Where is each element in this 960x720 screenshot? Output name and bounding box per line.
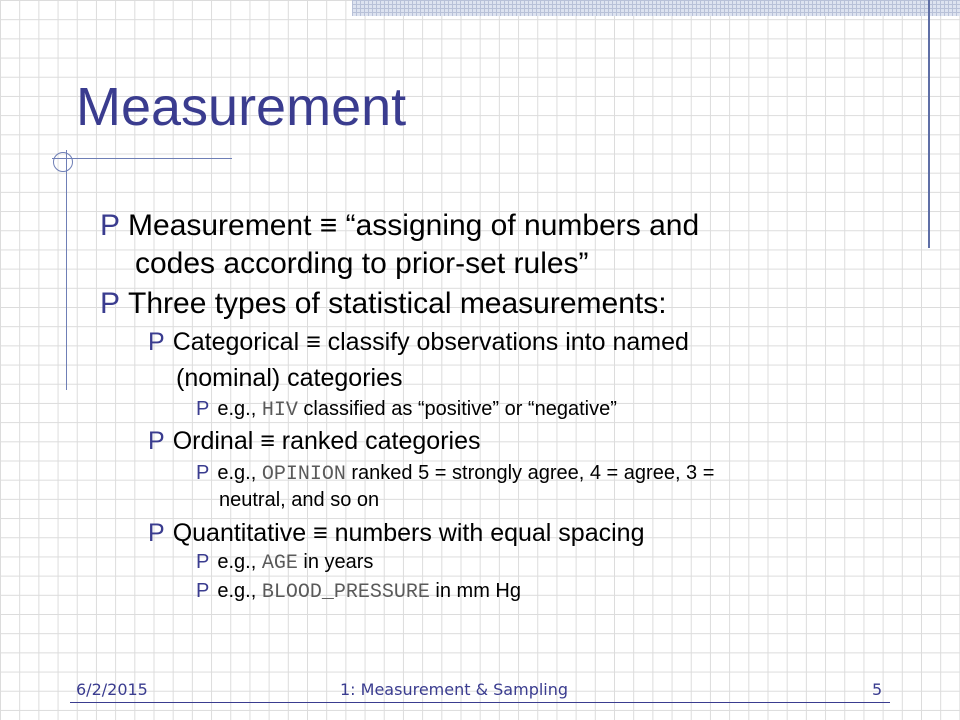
bullet-quantitative	[148, 517, 644, 549]
variable-name: OPINION	[261, 463, 346, 486]
bullet-text: Ordinal ≡ ranked categories	[172, 427, 481, 455]
bullet-ordinal	[148, 425, 481, 457]
bullet-three-types	[100, 286, 667, 322]
bullet-marker: P	[100, 209, 121, 242]
bullet-marker: P	[148, 519, 165, 547]
example-prefix: e.g.,	[217, 580, 262, 602]
footer-divider	[70, 702, 890, 703]
title-underline-decoration	[52, 158, 232, 159]
bullet-marker: P	[196, 580, 210, 602]
example-prefix: e.g.,	[217, 462, 262, 484]
right-decoration-line	[928, 0, 930, 248]
example-text: neutral, and so on	[219, 489, 380, 511]
example-prefix: e.g.,	[217, 398, 262, 420]
bullet-marker: P	[148, 427, 165, 455]
bullet-text: codes according to prior-set rules”	[135, 247, 589, 280]
decoration-circle	[53, 152, 73, 172]
variable-name: AGE	[261, 552, 298, 575]
bullet-marker: P	[196, 462, 210, 484]
bullet-marker: P	[196, 398, 210, 420]
example-text: in years	[297, 551, 374, 573]
bullet-definition-line2	[135, 246, 589, 282]
bullet-text: Measurement ≡ “assigning of numbers and	[128, 209, 700, 242]
bullet-text: Quantitative ≡ numbers with equal spacing	[172, 519, 645, 547]
example-hiv	[196, 397, 617, 423]
footer-title: 1: Measurement & Sampling	[340, 680, 569, 699]
example-text: in mm Hg	[429, 580, 521, 602]
example-text: ranked 5 = strongly agree, 4 = agree, 3 =	[345, 462, 715, 484]
page-number: 5	[872, 680, 883, 699]
bullet-text: Three types of statistical measurements:	[128, 287, 667, 320]
footer-date: 6/2/2015	[76, 680, 148, 699]
bullet-marker: P	[196, 551, 210, 573]
bullet-text: Categorical ≡ classify observations into named	[172, 328, 689, 356]
header-decoration-band	[352, 0, 960, 16]
bullet-categorical-line1	[148, 326, 689, 358]
bullet-definition-line1	[100, 208, 699, 244]
bullet-text: (nominal) categories	[176, 364, 403, 392]
example-age	[196, 550, 373, 576]
left-decoration-line	[66, 150, 67, 390]
variable-name: HIV	[261, 399, 298, 422]
example-prefix: e.g.,	[217, 551, 262, 573]
bullet-categorical-line2	[176, 362, 403, 394]
example-blood-pressure	[196, 579, 521, 605]
bullet-marker: P	[148, 328, 165, 356]
example-text: classified as “positive” or “negative”	[297, 398, 617, 420]
variable-name: BLOOD_PRESSURE	[261, 581, 430, 604]
bullet-marker: P	[100, 287, 121, 320]
example-opinion-line1	[196, 461, 714, 487]
example-opinion-line2	[219, 488, 379, 513]
slide-title: Measurement	[76, 77, 407, 137]
